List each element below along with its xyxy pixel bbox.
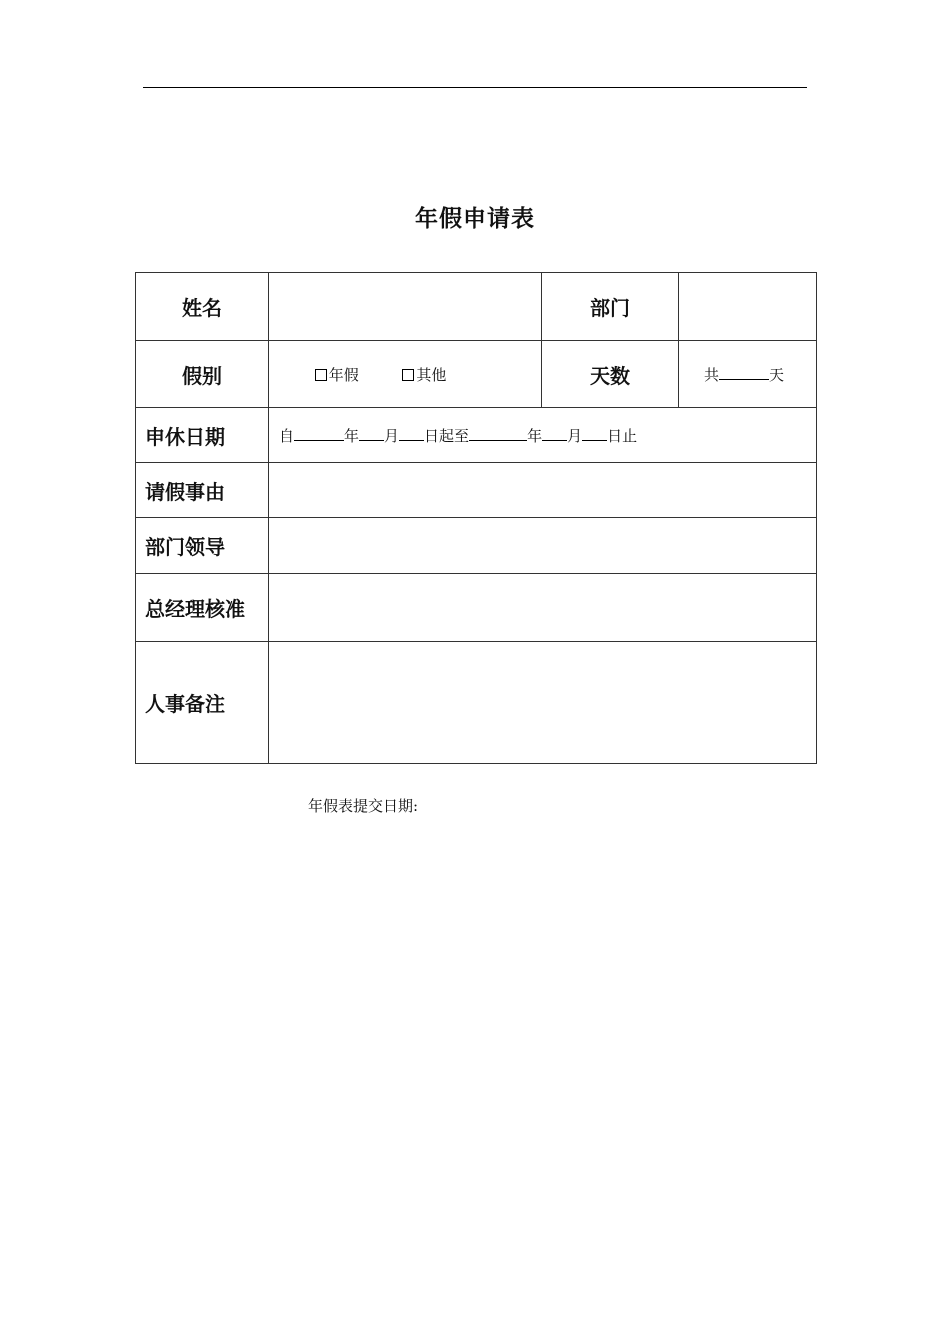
start-year-blank[interactable] [294,426,344,441]
dept-leader-label: 部门领导 [136,518,269,574]
name-label: 姓名 [136,273,269,341]
gm-approval-label: 总经理核准 [136,574,269,642]
dates-field: 自 年 月 日起至 年 月 日止 [269,408,817,463]
gm-approval-field[interactable] [269,574,817,642]
table-row [136,574,817,642]
checkbox-icon[interactable] [402,369,414,381]
table-row [136,518,817,574]
leave-type-options [269,341,542,408]
name-field[interactable] [269,273,542,341]
checkbox-icon[interactable] [315,369,327,381]
annual-leave-option[interactable]: 年假 [315,366,364,384]
days-blank[interactable] [719,365,769,380]
table-row [136,642,817,764]
hr-notes-label: 人事备注 [136,642,269,764]
start-day-blank[interactable] [399,426,424,441]
other-leave-option[interactable]: 其他 [402,366,446,384]
table-row [136,408,817,463]
leave-form-table [135,272,817,764]
dates-label: 申休日期 [136,408,269,463]
days-label: 天数 [542,341,679,408]
table-row [136,341,817,408]
hr-notes-field[interactable] [269,642,817,764]
end-month-blank[interactable] [542,426,567,441]
table-row [136,463,817,518]
days-field: 共 天 [679,341,817,408]
reason-label: 请假事由 [136,463,269,518]
dept-leader-field[interactable] [269,518,817,574]
end-day-blank[interactable] [582,426,607,441]
submit-date-label: 年假表提交日期: [308,797,419,815]
header-rule [143,87,807,88]
start-month-blank[interactable] [359,426,384,441]
table-row [136,273,817,341]
page-title: 年假申请表 [415,206,535,232]
reason-field[interactable] [269,463,817,518]
dept-field[interactable] [679,273,817,341]
end-year-blank[interactable] [469,426,527,441]
dept-label: 部门 [542,273,679,341]
leave-type-label: 假别 [136,341,269,408]
